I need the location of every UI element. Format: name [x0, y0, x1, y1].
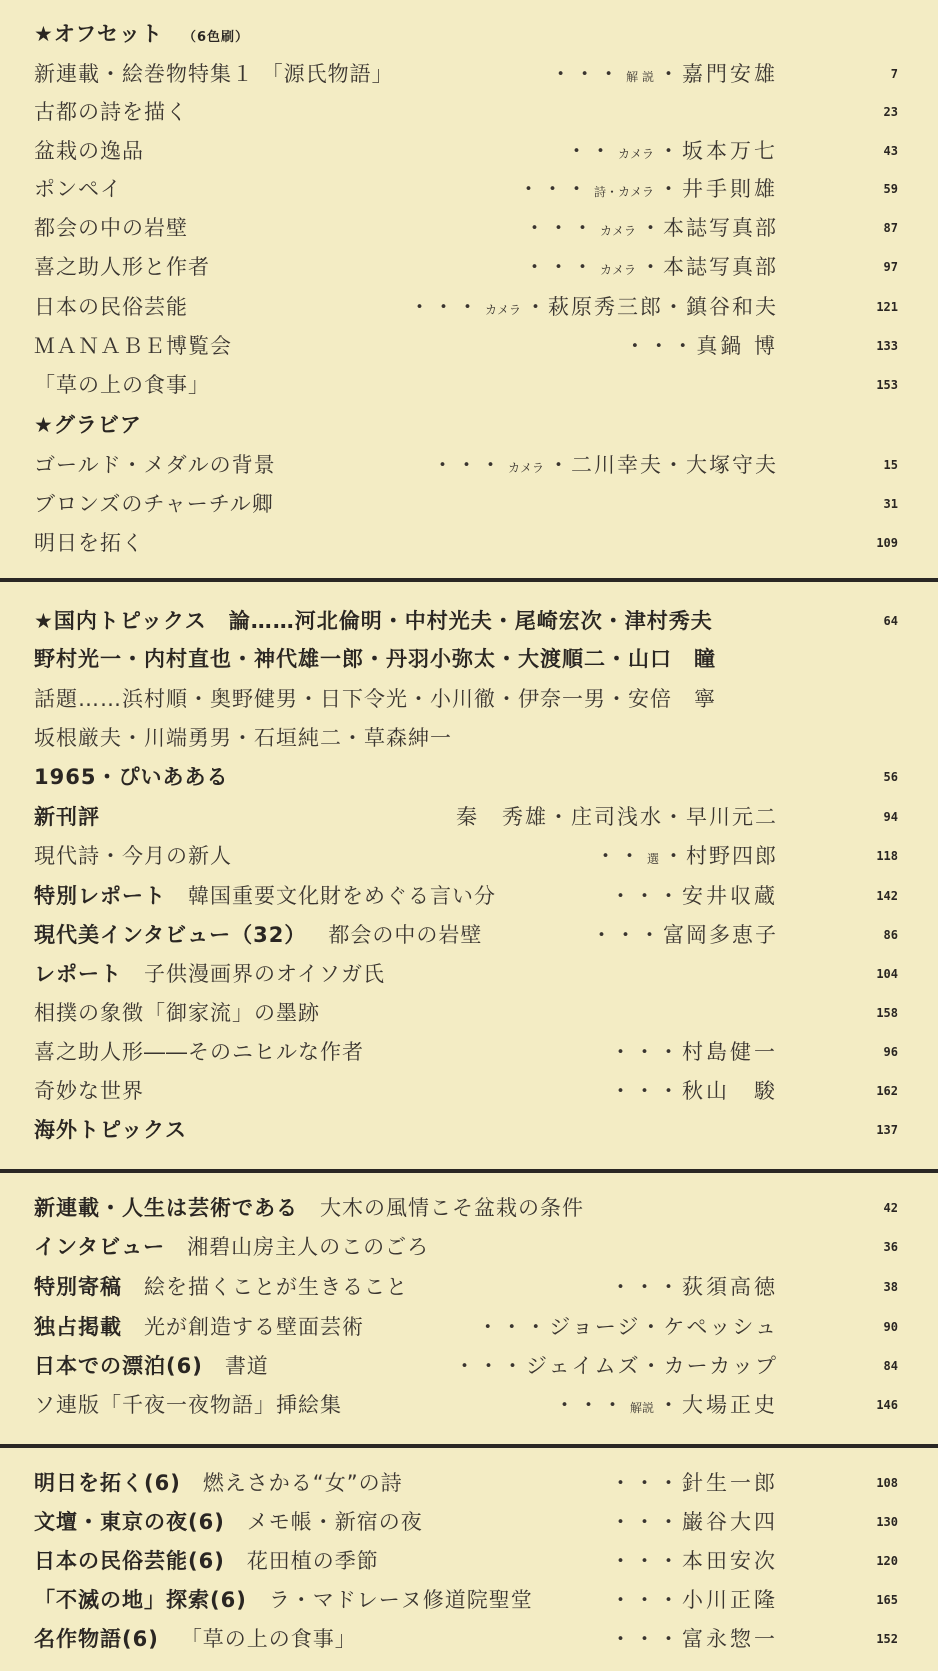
toc-entry[interactable]	[0, 1347, 938, 1385]
page-number: 90	[883, 1320, 898, 1334]
header-note: （6色刷）	[183, 30, 250, 45]
page-number: 36	[883, 1240, 898, 1254]
page-number: 158	[876, 1006, 898, 1020]
page-number: 38	[883, 1280, 898, 1294]
entry-title: ブロンズのチャーチル卿	[34, 492, 274, 516]
entry-subtitle: 大木の風情こそ盆栽の条件	[320, 1196, 584, 1220]
entry-title: 現代美インタビュー（32）	[34, 923, 307, 947]
entry-author: 針生一郎	[682, 1471, 778, 1495]
page-number: 43	[883, 144, 898, 158]
toc-entry[interactable]	[0, 798, 938, 836]
entry-title: 喜之助人形と作者	[34, 255, 210, 279]
leader-dots: ・・	[594, 844, 643, 868]
entry-author: ジョージ・ケペッシュ	[549, 1315, 778, 1339]
leader-dots: ・・・	[610, 1471, 682, 1495]
entry-author: 荻須高徳	[682, 1275, 778, 1299]
entry-title: 相撲の象徴「御家流」の墨跡	[34, 1001, 320, 1025]
leader-dots: ・・・	[610, 1275, 682, 1299]
leader-dots: ・・・	[624, 334, 697, 358]
entry-subtitle: 韓国重要文化財をめぐる言い分	[188, 884, 496, 908]
entry-title: 特別寄稿	[34, 1275, 122, 1299]
entry-authors: 坂根厳夫・川端勇男・石垣純二・草森紳一	[34, 726, 452, 750]
page-number: 104	[876, 967, 898, 981]
toc-entry[interactable]	[0, 1542, 938, 1580]
entry-title: 独占掲載	[34, 1315, 122, 1339]
section-header-offset	[0, 15, 938, 53]
toc-entry[interactable]	[0, 1189, 938, 1227]
leader-dots: ・・・	[523, 216, 596, 240]
page-number: 142	[876, 889, 898, 903]
entry-subtitle: 都会の中の岩壁	[328, 923, 483, 947]
page-number: 108	[876, 1476, 898, 1490]
page-number: 153	[876, 378, 898, 392]
entry-title: 現代詩・今月の新人	[34, 844, 232, 868]
leader-dots: ・・・	[517, 177, 590, 201]
toc-line	[0, 640, 938, 678]
toc-entry[interactable]	[0, 1033, 938, 1071]
toc-entry[interactable]	[0, 1308, 938, 1346]
leader-dots: ・・・	[610, 1510, 682, 1534]
entry-title: ポンペイ	[34, 177, 122, 201]
leader-dots: ・・・	[610, 1079, 682, 1103]
entry-author: 秋山 駿	[682, 1079, 778, 1103]
entry-title: 新刊評	[34, 805, 100, 829]
toc-entry[interactable]	[0, 1268, 938, 1306]
leader-dots: ・・・	[610, 1588, 682, 1612]
leader-dots: ・・・	[553, 1393, 626, 1417]
page-number: 120	[876, 1554, 898, 1568]
entry-title: 日本での漂泊(6)	[34, 1354, 203, 1378]
entry-author: 本田安次	[682, 1549, 778, 1573]
page-number: 118	[876, 849, 898, 863]
entry-title: 「草の上の食事」	[34, 373, 210, 397]
leader-dots: ・・・	[523, 255, 596, 279]
leader-dots: ・・	[565, 139, 614, 163]
entry-author: ・坂本万七	[658, 139, 778, 163]
page-number: 146	[876, 1398, 898, 1412]
page-number: 137	[876, 1123, 898, 1137]
entry-authors: 野村光一・内村直也・神代雄一郎・丹羽小弥太・大渡順二・山口 瞳	[34, 647, 716, 671]
page-number: 42	[883, 1201, 898, 1215]
toc-entry[interactable]	[0, 1386, 938, 1424]
entry-subtitle: 子供漫画界のオイソガ氏	[144, 962, 385, 986]
entry-subtitle: 燃えさかる“女”の詩	[202, 1471, 403, 1495]
entry-author: ・村野四郎	[663, 844, 778, 868]
entry-role: カメラ	[599, 263, 636, 277]
leader-dots: ・・・	[610, 1040, 682, 1064]
page-number: 94	[883, 810, 898, 824]
page-number: 109	[876, 536, 898, 550]
entry-author: ・二川幸夫・大塚守夫	[548, 453, 778, 477]
leader-dots: ・・・	[408, 295, 481, 319]
entry-title: 都会の中の岩壁	[34, 216, 188, 240]
page-number: 64	[883, 614, 898, 628]
entry-title: 新連載・絵巻物特集１ 「源氏物語」	[34, 62, 394, 86]
section-divider	[0, 1169, 938, 1173]
entry-author: ・井手則雄	[658, 177, 778, 201]
entry-title: 盆栽の逸品	[34, 139, 144, 163]
toc-entry[interactable]	[0, 1464, 938, 1502]
entry-subtitle: メモ帳・新宿の夜	[246, 1510, 423, 1534]
entry-title: 文壇・東京の夜(6)	[34, 1510, 225, 1534]
toc-entry[interactable]	[0, 248, 938, 286]
entry-title: インタビュー	[34, 1235, 166, 1259]
toc-entry[interactable]	[0, 837, 938, 875]
page-number: 96	[883, 1045, 898, 1059]
page-number: 59	[883, 182, 898, 196]
entry-author: ・嘉門安雄	[658, 62, 778, 86]
entry-role: 詩・カメラ	[593, 185, 654, 199]
page-number: 162	[876, 1084, 898, 1098]
page-number: 23	[883, 105, 898, 119]
section-header-gravure	[0, 406, 938, 444]
leader-dots: ・・・	[431, 453, 504, 477]
entry-title: ゴールド・メダルの背景	[34, 453, 276, 477]
entry-role: カメラ	[484, 303, 521, 317]
entry-author: 富永惣一	[682, 1627, 778, 1651]
entry-title: 日本の民俗芸能	[34, 295, 188, 319]
page-number: 152	[876, 1632, 898, 1646]
entry-title: ソ連版「千夜一夜物語」挿絵集	[34, 1393, 342, 1417]
entry-author: 富岡多恵子	[663, 923, 778, 947]
entry-role: 選	[646, 852, 659, 866]
entry-role: カメラ	[617, 147, 654, 161]
entry-author: 安井収蔵	[682, 884, 778, 908]
entry-author: ジェイムズ・カーカップ	[526, 1354, 778, 1378]
entry-title: レポート	[34, 962, 122, 986]
toc-line	[0, 719, 938, 757]
toc-entry[interactable]	[0, 1503, 938, 1541]
entry-author: 秦 秀雄・庄司浅水・早川元二	[456, 805, 778, 829]
leader-dots: ・・・	[477, 1315, 550, 1339]
section-header: ★オフセット	[34, 22, 163, 46]
entry-title: 明日を拓く(6)	[34, 1471, 181, 1495]
toc-entry[interactable]	[0, 877, 938, 915]
toc-entry[interactable]	[0, 93, 938, 131]
entry-title: ★国内トピックス 論……河北倫明・中村光夫・尾崎宏次・津村秀夫	[34, 609, 713, 633]
entry-title: 古都の詩を描く	[34, 100, 188, 124]
toc-entry[interactable]	[0, 602, 938, 640]
entry-title: 1965・ぴいあある	[34, 765, 229, 789]
page-number: 130	[876, 1515, 898, 1529]
page-number: 165	[876, 1593, 898, 1607]
toc-entry[interactable]	[0, 916, 938, 954]
toc-entry[interactable]	[0, 1072, 938, 1110]
toc-entry[interactable]	[0, 524, 938, 562]
page-number: 7	[890, 67, 898, 81]
page-number: 87	[883, 221, 898, 235]
toc-entry[interactable]	[0, 132, 938, 170]
page-number: 97	[883, 260, 898, 274]
entry-author: 真鍋 博	[696, 334, 778, 358]
entry-subtitle: 花田植の季節	[246, 1549, 379, 1573]
entry-subtitle: 絵を描くことが生きること	[144, 1275, 408, 1299]
leader-dots: ・・・	[591, 923, 663, 947]
page-number: 84	[883, 1359, 898, 1373]
entry-authors: 話題……浜村順・奥野健男・日下令光・小川徹・伊奈一男・安倍 寧	[34, 687, 716, 711]
page-number: 86	[883, 928, 898, 942]
entry-subtitle: 湘碧山房主人のこのごろ	[187, 1235, 430, 1259]
toc-entry[interactable]	[0, 1111, 938, 1149]
entry-author: ・大場正史	[658, 1393, 778, 1417]
toc-entry[interactable]	[0, 55, 938, 93]
section-header: ★グラビア	[34, 413, 142, 437]
leader-dots: ・・・	[454, 1354, 527, 1378]
leader-dots: ・・・	[610, 1549, 682, 1573]
toc-entry[interactable]	[0, 366, 938, 404]
page-number: 133	[876, 339, 898, 353]
entry-subtitle: 「草の上の食事」	[180, 1627, 357, 1651]
toc-entry[interactable]	[0, 485, 938, 523]
entry-title: 日本の民俗芸能(6)	[34, 1549, 225, 1573]
entry-title: 新連載・人生は芸術である	[34, 1196, 298, 1220]
leader-dots: ・・・	[610, 1627, 682, 1651]
toc-entry[interactable]	[0, 994, 938, 1032]
toc-entry[interactable]	[0, 955, 938, 993]
entry-author: ・萩原秀三郎・鎮谷和夫	[525, 295, 778, 319]
toc-entry[interactable]	[0, 1581, 938, 1619]
entry-title: 名作物語(6)	[34, 1627, 159, 1651]
entry-subtitle: 光が創造する壁面芸術	[144, 1315, 364, 1339]
section-divider	[0, 578, 938, 582]
toc-entry[interactable]	[0, 170, 938, 208]
toc-entry[interactable]	[0, 209, 938, 247]
toc-entry[interactable]	[0, 288, 938, 326]
page-number: 15	[883, 458, 898, 472]
entry-role: カメラ	[599, 224, 636, 238]
toc-entry[interactable]	[0, 327, 938, 365]
entry-subtitle: ラ・マドレーヌ修道院聖堂	[268, 1588, 533, 1612]
toc-entry[interactable]	[0, 758, 938, 796]
toc-entry[interactable]	[0, 1620, 938, 1658]
entry-role: 解 説	[626, 70, 654, 84]
entry-title: 海外トピックス	[34, 1118, 187, 1142]
entry-title: ＭＡＮＡＢＥ博覧会	[34, 334, 232, 358]
toc-line	[0, 680, 938, 718]
page-number: 56	[883, 770, 898, 784]
entry-subtitle: 書道	[224, 1354, 269, 1378]
entry-author: ・本誌写真部	[640, 255, 778, 279]
entry-title: 「不滅の地」探索(6)	[34, 1588, 247, 1612]
entry-author: 小川正隆	[682, 1588, 778, 1612]
entry-author: 巌谷大四	[682, 1510, 778, 1534]
entry-title: 喜之助人形――そのニヒルな作者	[34, 1040, 364, 1064]
page-number: 31	[883, 497, 898, 511]
entry-title: 奇妙な世界	[34, 1079, 144, 1103]
section-divider	[0, 1444, 938, 1448]
leader-dots: ・・・	[610, 884, 682, 908]
entry-author: 村島健一	[682, 1040, 778, 1064]
leader-dots: ・・・	[550, 62, 623, 86]
entry-role: 解説	[629, 1401, 654, 1415]
entry-title: 明日を拓く	[34, 531, 144, 555]
entry-role: カメラ	[507, 461, 544, 475]
toc-entry[interactable]	[0, 446, 938, 484]
entry-title: 特別レポート	[34, 884, 166, 908]
entry-author: ・本誌写真部	[640, 216, 778, 240]
page-number: 121	[876, 300, 898, 314]
toc-entry[interactable]	[0, 1228, 938, 1266]
